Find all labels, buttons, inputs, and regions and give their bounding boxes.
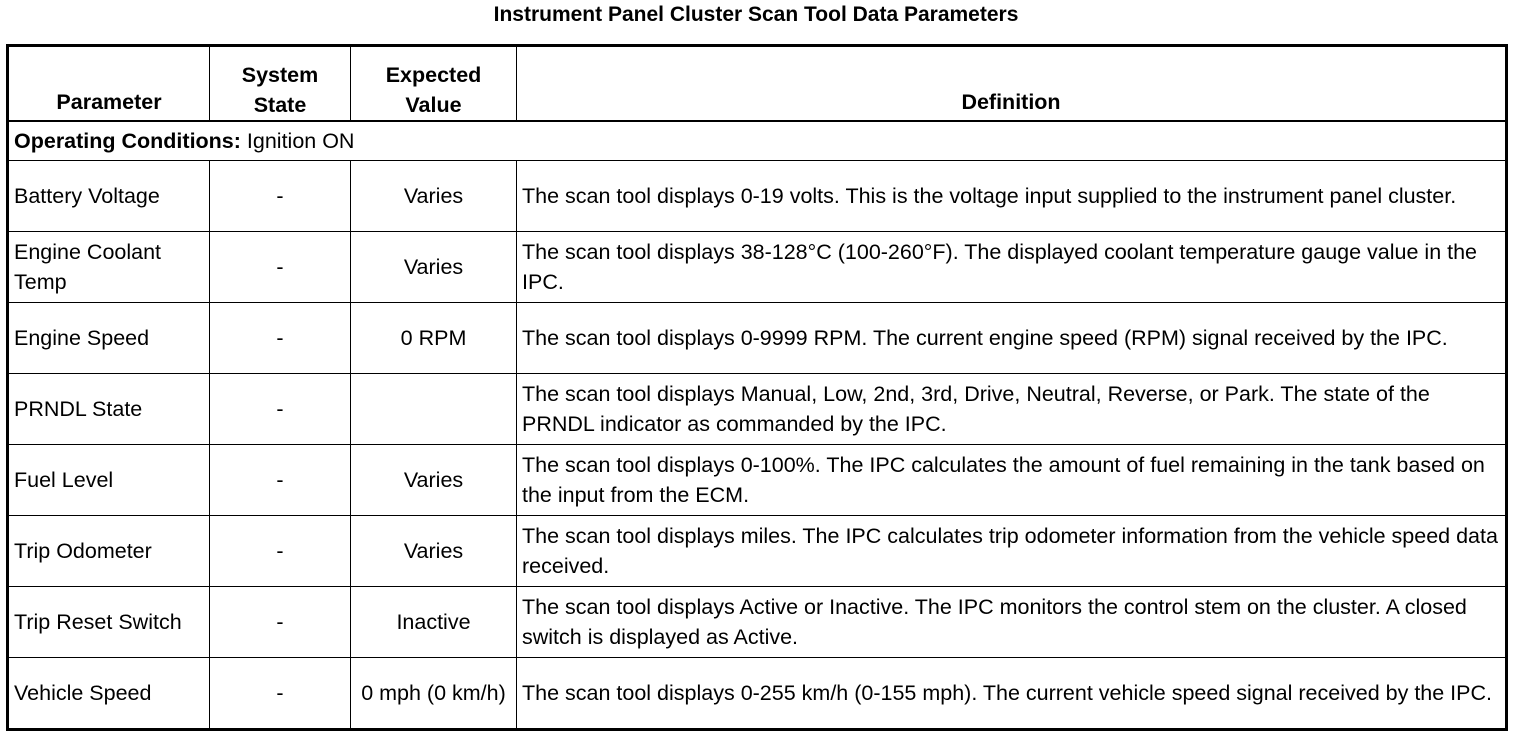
definition-cell: The scan tool displays 0-255 km/h (0-155 mph). The current vehicle speed signal received by the IPC. [517,658,1507,730]
expected-value-cell: 0 RPM [351,303,517,374]
expected-value-cell: Inactive [351,587,517,658]
definition-cell: The scan tool displays miles. The IPC calculates trip odometer information from the vehicle speed data received. [517,516,1507,587]
table-row [8,161,1507,232]
header-definition-label: Definition [961,90,1061,114]
header-parameter-label: Parameter [56,90,162,114]
header-expected-value-line1: Expected [385,63,482,87]
definition-cell: The scan tool displays 0-9999 RPM. The current engine speed (RPM) signal received by the IPC. [517,303,1507,374]
operating-conditions-row [8,121,1507,161]
table-row [8,516,1507,587]
header-system-state-line1: System [241,63,319,87]
expected-value-cell: Varies [351,232,517,303]
table-title: Instrument Panel Cluster Scan Tool Data Parameters [493,3,1019,26]
parameter-cell: Engine Speed [8,303,210,374]
parameter-cell: Trip Odometer [8,516,210,587]
expected-value-cell: 0 mph (0 km/h) [351,658,517,730]
operating-conditions-cell [8,121,1507,161]
expected-value-cell [351,374,517,445]
definition-cell: The scan tool displays Active or Inactive. The IPC monitors the control stem on the cluster. A closed switch is displayed as Active. [517,587,1507,658]
table-row [8,658,1507,730]
system-state-cell: - [210,445,351,516]
parameter-cell: Engine Coolant Temp [8,232,210,303]
definition-cell: The scan tool displays 38-128°C (100-260°F). The displayed coolant temperature gauge value in the IPC. [517,232,1507,303]
header-expected-value [351,46,517,122]
system-state-cell: - [210,232,351,303]
parameter-cell: PRNDL State [8,374,210,445]
header-system-state [210,46,351,122]
parameters-table [6,44,1508,731]
system-state-cell: - [210,658,351,730]
definition-cell: The scan tool displays 0-19 volts. This is the voltage input supplied to the instrument panel cluster. [517,161,1507,232]
expected-value-cell: Varies [351,445,517,516]
header-definition [517,46,1507,122]
system-state-cell: - [210,516,351,587]
system-state-cell: - [210,161,351,232]
header-expected-value-line2: Value [405,93,462,117]
parameter-cell: Vehicle Speed [8,658,210,730]
definition-cell: The scan tool displays Manual, Low, 2nd, 3rd, Drive, Neutral, Reverse, or Park. The state of the PRNDL indicator as commanded by the IPC. [517,374,1507,445]
operating-conditions-value: Ignition ON [240,129,355,153]
system-state-cell: - [210,587,351,658]
operating-conditions-label: Operating Conditions: [14,129,241,153]
table-row [8,303,1507,374]
parameter-cell: Trip Reset Switch [8,587,210,658]
header-row [8,46,1507,122]
parameter-cell: Fuel Level [8,445,210,516]
system-state-cell: - [210,303,351,374]
expected-value-cell: Varies [351,161,517,232]
table-row [8,232,1507,303]
system-state-cell: - [210,374,351,445]
parameter-cell: Battery Voltage [8,161,210,232]
expected-value-cell: Varies [351,516,517,587]
header-system-state-line2: State [253,93,307,117]
table-row [8,374,1507,445]
table-row [8,587,1507,658]
table-row [8,445,1507,516]
header-parameter [8,46,210,122]
definition-cell: The scan tool displays 0-100%. The IPC calculates the amount of fuel remaining in the tank based on the input from the ECM. [517,445,1507,516]
